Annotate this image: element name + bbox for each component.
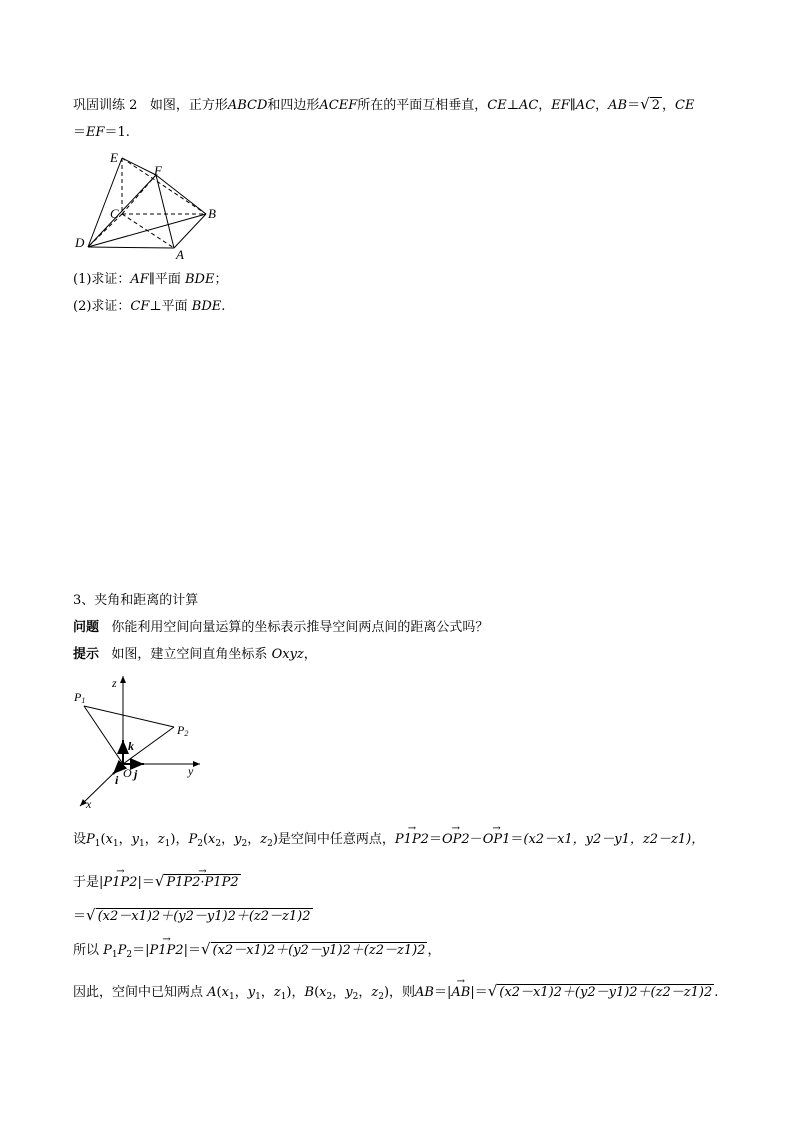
- vector-AB: → AB: [451, 984, 470, 1002]
- label-P1: P1: [74, 690, 86, 705]
- edge-FA: [156, 175, 174, 248]
- q1-prefix: (1)求证：: [73, 272, 131, 287]
- distance-expression: (x2－x1)2＋(y2－y1)2＋(z2－z1)2: [97, 909, 311, 924]
- vector-P1P2: → P1P2: [150, 942, 184, 960]
- formula-line-1: 设$P_1(x_1$，$y_1$，$z_1$)，$P_2(x_2$，$y_2$，$z_2$)是空间中任意两点，→ P1P2＝→ OP2－→ OP1＝(x2－x1，y2－y1，z2－z1)，: [73, 831, 704, 853]
- q1-plane: BDE: [185, 272, 215, 287]
- formula-line-2: 于是|→ P1P2|＝√→ P1P2·P1P2: [73, 872, 241, 892]
- hint-text: 如图，建立空间直角坐标系: [111, 647, 268, 662]
- q1-end: ；: [214, 272, 228, 287]
- condition-2: EF∥AC: [551, 98, 596, 113]
- coordinate-system: Oxyz: [271, 647, 304, 662]
- formula-text: 所以: [73, 943, 100, 958]
- label-P2: P2: [177, 723, 189, 738]
- edge-CA: [122, 214, 174, 248]
- label-D: D: [75, 235, 85, 250]
- hint-label: 提示: [73, 647, 100, 662]
- statement-text: 所在的平面互相垂直，: [357, 98, 488, 113]
- q1-relation: ∥平面: [148, 272, 181, 287]
- formula-text: 设: [73, 832, 87, 847]
- section-heading: 3、夹角和距离的计算: [73, 593, 199, 608]
- edge-FB: [156, 175, 206, 214]
- hint-end: ，: [303, 647, 317, 662]
- q2-prefix: (2)求证：: [73, 299, 131, 314]
- edge-EF: [122, 158, 156, 175]
- statement-text: 和四边形: [267, 98, 320, 113]
- axes-figure: [70, 672, 210, 812]
- label-j: j: [134, 767, 138, 781]
- label-x: x: [86, 797, 92, 811]
- q2-relation: ⊥平面: [149, 299, 188, 314]
- label-B: B: [208, 206, 216, 221]
- edge-AB: [174, 214, 206, 248]
- formula-text: 因此，空间中已知两点: [73, 985, 204, 1000]
- label-E: E: [110, 150, 118, 165]
- formula-text: 是空间中任意两点，: [277, 832, 395, 847]
- ef-label: EF: [86, 125, 105, 140]
- q2-end: .: [221, 299, 226, 314]
- label-i: i: [115, 773, 119, 787]
- condition-1: CE⊥AC: [487, 98, 539, 113]
- distance-expression: (x2－x1)2＋(y2－y1)2＋(z2－z1)2: [212, 943, 426, 958]
- formula-line-3: ＝√ (x2－x1)2＋(y2－y1)2＋(z2－z1)2: [73, 906, 311, 924]
- square-name: ABCD: [227, 98, 268, 113]
- formula-text: ，则: [389, 985, 416, 1000]
- label-F: F: [154, 163, 162, 178]
- ab-label: AB: [608, 98, 628, 113]
- vector-OP2: → OP2: [442, 831, 470, 849]
- question-1: [73, 271, 227, 289]
- question-line: [73, 619, 488, 637]
- separator: ，: [661, 98, 675, 113]
- formula-line-4: 所以 $P_1P_2=|\to P1P2|=√$ (x2－x1)2＋(y2－y1)2＋(z2－z1)2 ，: [73, 940, 440, 964]
- coordinate-difference: (x2－x1，y2－y1，z2－z1)，: [523, 832, 705, 847]
- vector-P1P2: → P1P2: [103, 874, 137, 892]
- question-label: 问题: [73, 620, 100, 635]
- label-z: z: [112, 676, 117, 690]
- q1-line: AF: [130, 272, 149, 287]
- distance-expression: (x2－x1)2＋(y2－y1)2＋(z2－z1)2: [499, 985, 713, 1000]
- q2-plane: BDE: [191, 299, 222, 314]
- solid-figure: [70, 148, 230, 263]
- quad-name: ACEF: [319, 98, 358, 113]
- edge-DA: [88, 247, 174, 248]
- equals: ＝: [627, 98, 641, 113]
- exercise-statement-line2: [73, 124, 130, 142]
- label-y: y: [188, 764, 194, 778]
- ce-label: CE: [675, 98, 695, 113]
- label-C: C: [110, 206, 119, 221]
- label-O: O: [123, 766, 132, 780]
- vector-P1P2: → P1P2: [395, 831, 429, 849]
- q2-line: CF: [130, 299, 150, 314]
- dot-product: → P1P2·P1P2: [166, 875, 238, 890]
- question-2: [73, 298, 225, 316]
- separator: ，: [595, 98, 609, 113]
- question-text: 你能利用空间向量运算的坐标表示推导空间两点间的距离公式吗？: [111, 620, 489, 635]
- equals: ＝: [73, 125, 87, 140]
- exercise-label: 巩固训练 2: [73, 98, 138, 113]
- ab-radicand: 2: [651, 98, 660, 113]
- exercise-statement-line1: 巩固训练 2 如图，正方形ABCD和四边形ACEF所在的平面互相垂直，CE⊥AC，EF∥AC，AB＝√ 2 ，CE: [73, 95, 695, 113]
- edge-ED: [88, 158, 122, 247]
- segment-O-P1: [84, 706, 123, 764]
- statement-text: 如图，正方形: [149, 98, 228, 113]
- separator: ，: [538, 98, 552, 113]
- vector-OP1: → OP1: [483, 831, 511, 849]
- formula-text: 于是|: [73, 875, 104, 890]
- segment-P1-P2: [84, 706, 174, 727]
- hint-line: [73, 646, 317, 664]
- label-k: k: [128, 739, 134, 753]
- edge-CF: [122, 175, 156, 214]
- ce-value: ＝1.: [104, 125, 130, 140]
- formula-line-5: 因此，空间中已知两点 $A(x_1$，$y_1$，$z_1$)，$B(x_2$，$y_2$，$z_2$)，则AB＝|→ AB|＝√ (x2－x1)2＋(y2－y1)2＋(z2－z1)2 .: [73, 982, 718, 1006]
- label-A: A: [176, 247, 184, 262]
